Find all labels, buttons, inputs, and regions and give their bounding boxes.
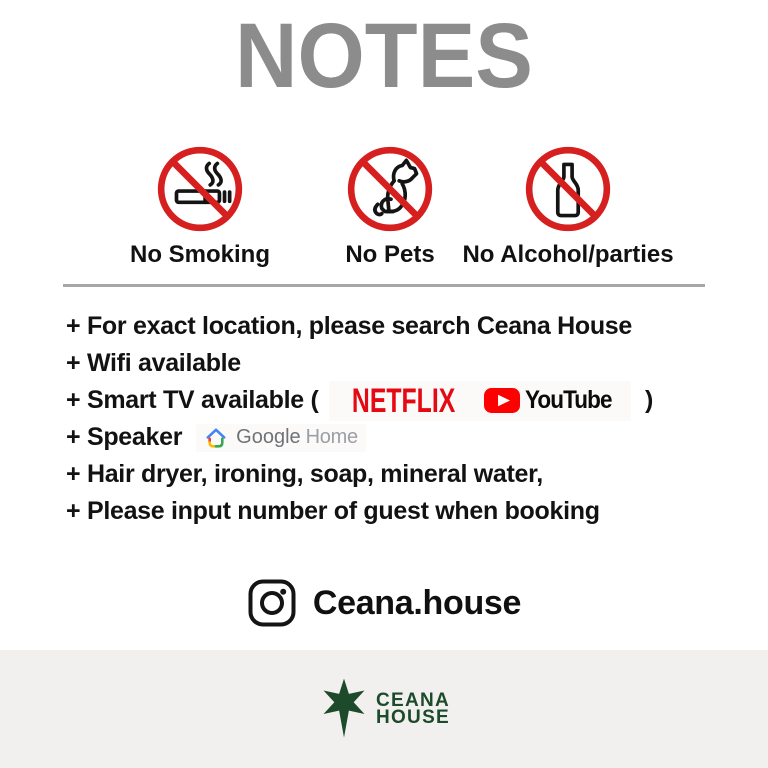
youtube-wordmark: YouTube bbox=[524, 386, 612, 414]
notes-list bbox=[66, 308, 653, 530]
prohibition-label: No Pets bbox=[345, 241, 435, 268]
instagram-row bbox=[0, 578, 768, 628]
media-logos-chip bbox=[329, 381, 631, 421]
divider bbox=[63, 284, 705, 287]
youtube-logo bbox=[484, 386, 621, 415]
flower-icon bbox=[318, 677, 370, 741]
page-title: NOTES bbox=[235, 5, 533, 107]
note-text: + Speaker bbox=[66, 423, 183, 451]
google-home-icon bbox=[204, 426, 228, 450]
home-word: Home bbox=[305, 426, 358, 448]
google-word: Google bbox=[236, 426, 301, 448]
note-item bbox=[66, 493, 653, 530]
instagram-handle: Ceana.house bbox=[312, 583, 522, 622]
netflix-logo: NETFLIX bbox=[351, 380, 455, 420]
prohibition-item-smoking bbox=[130, 143, 271, 269]
note-text: + Wifi available bbox=[66, 349, 241, 377]
brand-name-line1: CEANA bbox=[375, 689, 451, 711]
note-item bbox=[66, 308, 653, 345]
no-alcohol-icon bbox=[522, 143, 614, 235]
google-home-logo bbox=[196, 424, 366, 452]
instagram-icon bbox=[247, 578, 297, 628]
note-item-speaker bbox=[66, 419, 653, 456]
prohibition-label: No Smoking bbox=[130, 241, 271, 268]
no-pets-icon bbox=[344, 143, 436, 235]
note-text: + For exact location, please search Ceana House bbox=[66, 312, 633, 340]
note-text: ) bbox=[644, 386, 653, 414]
footer bbox=[0, 650, 768, 768]
note-text: + Please input number of guest when booking bbox=[66, 497, 600, 525]
prohibition-icons-row bbox=[0, 143, 768, 269]
prohibition-item-alcohol bbox=[462, 143, 674, 269]
no-smoking-icon bbox=[154, 143, 246, 235]
brand-name bbox=[375, 689, 451, 728]
prohibition-item-pets bbox=[344, 143, 436, 269]
brand-logo bbox=[318, 677, 450, 741]
note-item bbox=[66, 345, 653, 382]
prohibition-label: No Alcohol/parties bbox=[462, 241, 674, 268]
note-item-smart-tv bbox=[66, 382, 653, 419]
brand-name-line2: HOUSE bbox=[375, 707, 451, 728]
note-text: + Smart TV available ( bbox=[66, 386, 319, 414]
youtube-play-icon bbox=[484, 388, 520, 413]
note-text: + Hair dryer, ironing, soap, mineral water, bbox=[66, 460, 543, 488]
note-item bbox=[66, 456, 653, 493]
